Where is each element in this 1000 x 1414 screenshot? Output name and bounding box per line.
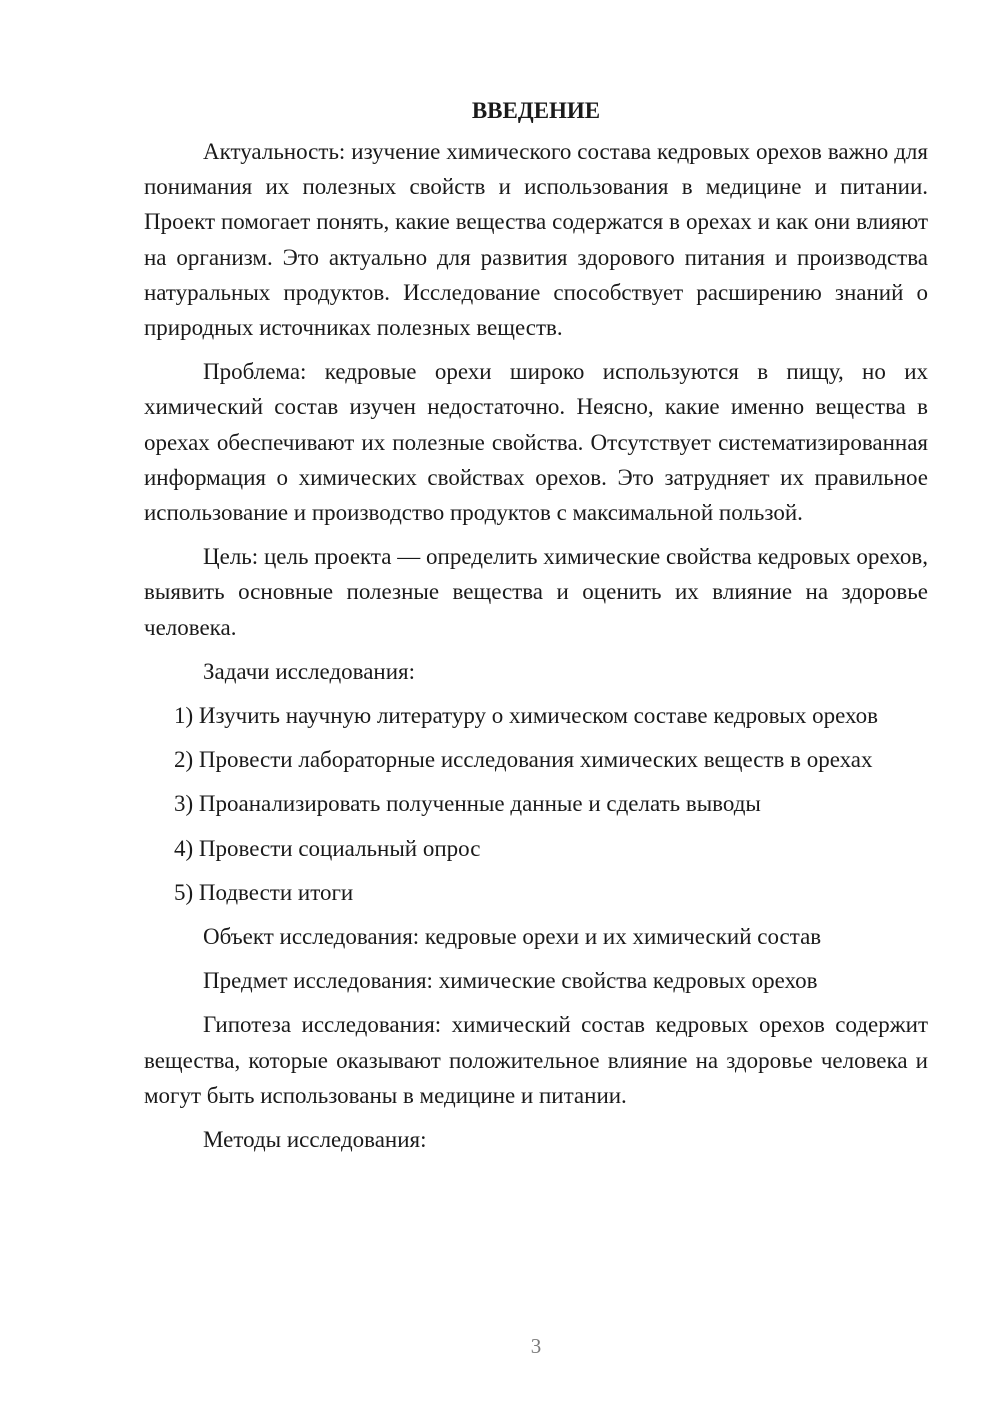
- tasks-list: [144, 698, 928, 910]
- paragraph-relevance: Актуальность: изучение химического состава кедровых орехов важно для понимания их полезных свойств и использования в медицине и питании. Проект помогает понять, какие вещества содержатся в орехах и как они влияют на организм. Это актуально для развития здорового питания и производства натуральных продуктов. Исследование способствует расширению знаний о природных источниках полезных веществ.: [144, 139, 928, 341]
- task-item-5: 5) Подвести итоги: [174, 879, 354, 905]
- tasks-label: Задачи исследования:: [203, 658, 416, 684]
- task-item-3: 3) Проанализировать полученные данные и сделать выводы: [174, 791, 761, 817]
- methods-label: Методы исследования:: [203, 1127, 427, 1153]
- page-number: 3: [530, 1334, 542, 1358]
- task-item-1: 1) Изучить научную литературу о химическом составе кедровых орехов: [174, 703, 879, 729]
- task-item-4: 4) Провести социальный опрос: [174, 835, 481, 861]
- page-content: [144, 96, 928, 1157]
- paragraph-goal: Цель: цель проекта — определить химические свойства кедровых орехов, выявить основные полезные вещества и оценить их влияние на здоровье человека.: [144, 544, 928, 640]
- paragraph-problem: Проблема: кедровые орехи широко используются в пищу, но их химический состав изучен недостаточно. Неясно, какие именно вещества в орехах обеспечивают их полезные свойства. Отсутствует систематизированная информация о химических свойствах орехов. Это затрудняет их правильное использование и производство продуктов с максимальной пользой.: [144, 359, 928, 526]
- research-subject: Предмет исследования: химические свойства кедровых орехов: [203, 968, 818, 994]
- research-object: Объект исследования: кедровые орехи и их химический состав: [203, 924, 822, 950]
- section-heading: ВВЕДЕНИЕ: [471, 98, 601, 123]
- task-item-2: 2) Провести лабораторные исследования химических веществ в орехах: [174, 747, 873, 773]
- research-hypothesis: Гипотеза исследования: химический состав кедровых орехов содержит вещества, которые оказывают положительное влияние на здоровье человека и могут быть использованы в медицине и питании.: [144, 1012, 928, 1108]
